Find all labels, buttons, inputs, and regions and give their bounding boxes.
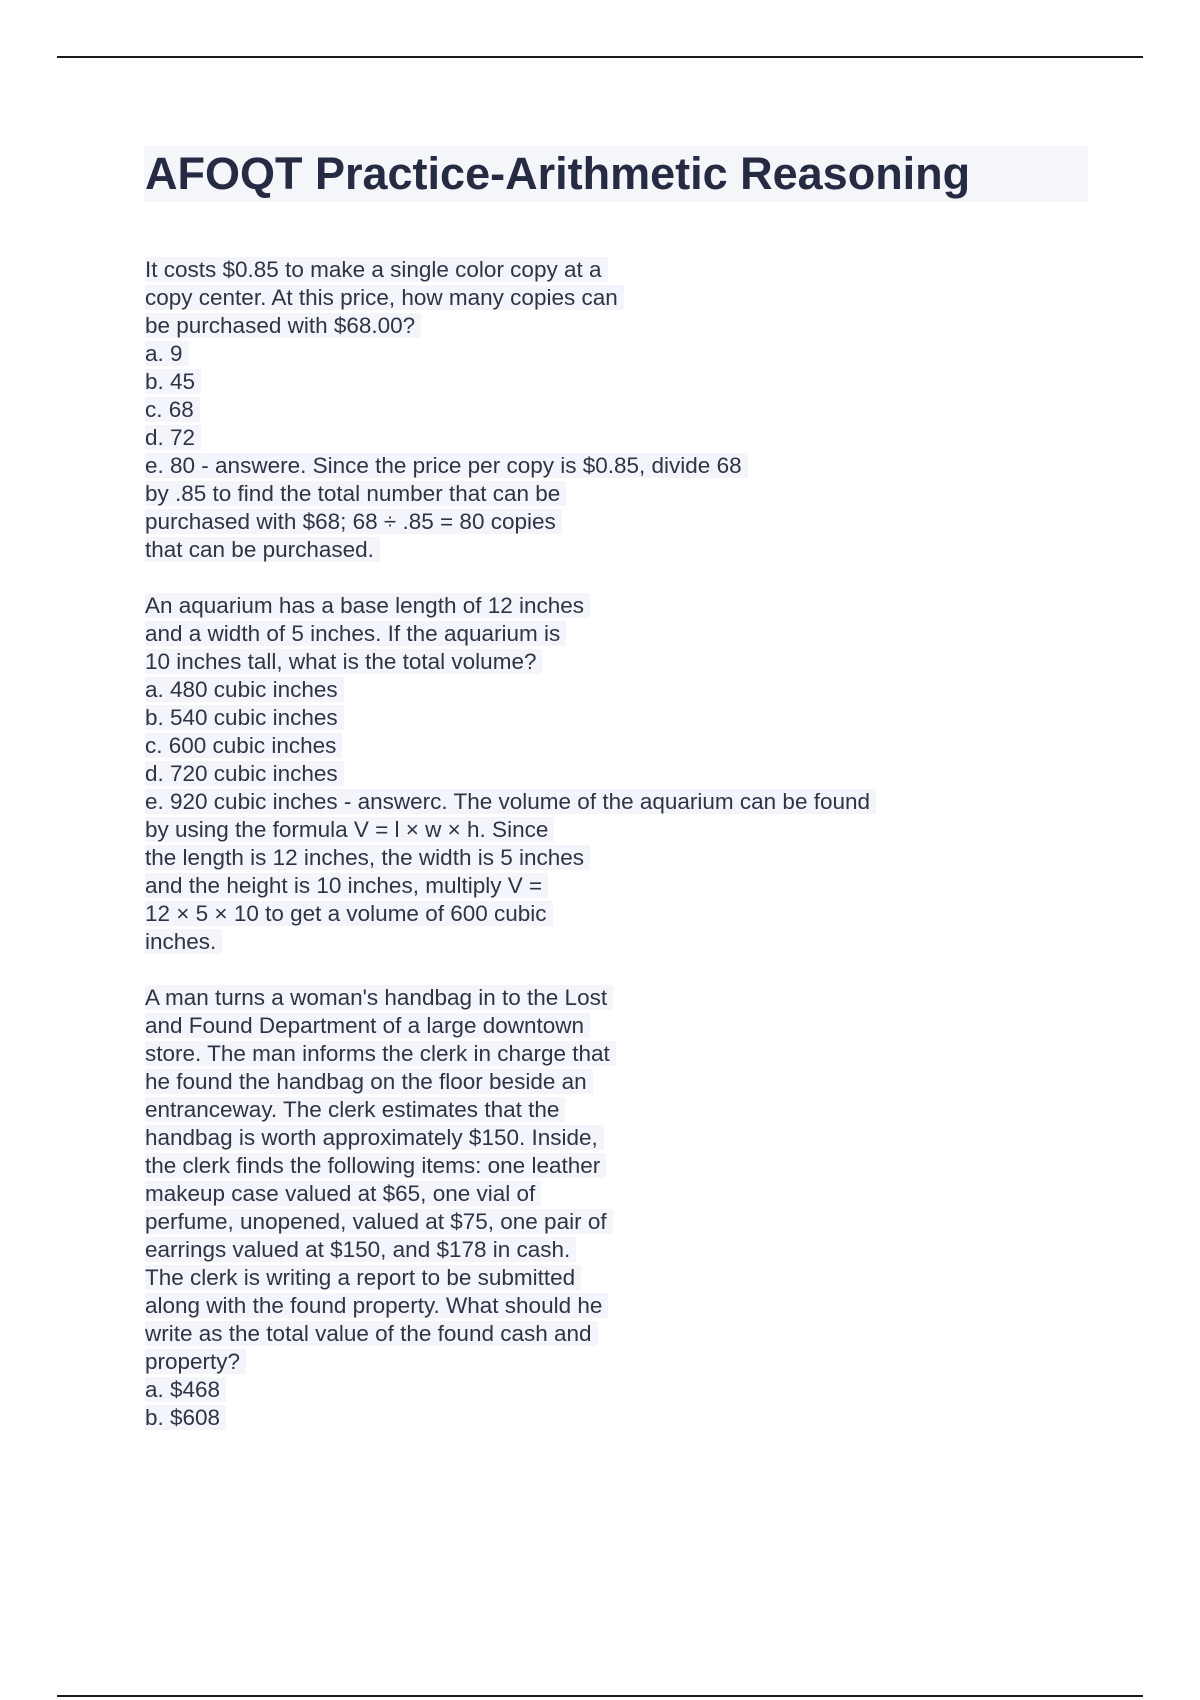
answer-explanation: 12 × 5 × 10 to get a volume of 600 cubic xyxy=(145,900,965,928)
answer-explanation: e. 80 - answere. Since the price per copy is $0.85, divide 68 xyxy=(145,452,965,480)
question-line: A man turns a woman's handbag in to the Lost xyxy=(145,984,965,1012)
answer-option: c. 68 xyxy=(145,396,965,424)
answer-option: c. 600 cubic inches xyxy=(145,732,965,760)
question-line: 10 inches tall, what is the total volume? xyxy=(145,648,965,676)
answer-explanation: e. 920 cubic inches - answerc. The volume of the aquarium can be found xyxy=(145,788,965,816)
answer-explanation: purchased with $68; 68 ÷ .85 = 80 copies xyxy=(145,508,965,536)
answer-option: b. 540 cubic inches xyxy=(145,704,965,732)
answer-option: d. 720 cubic inches xyxy=(145,760,965,788)
answer-explanation: that can be purchased. xyxy=(145,536,965,564)
answer-option: b. 45 xyxy=(145,368,965,396)
bottom-rule xyxy=(57,1695,1143,1697)
question-line: It costs $0.85 to make a single color copy at a xyxy=(145,256,965,284)
question-line: handbag is worth approximately $150. Inside, xyxy=(145,1124,965,1152)
question-line: perfume, unopened, valued at $75, one pair of xyxy=(145,1208,965,1236)
answer-option: d. 72 xyxy=(145,424,965,452)
answer-explanation: and the height is 10 inches, multiply V = xyxy=(145,872,965,900)
question-line: along with the found property. What should he xyxy=(145,1292,965,1320)
answer-option: a. 480 cubic inches xyxy=(145,676,965,704)
question-line: he found the handbag on the floor beside an xyxy=(145,1068,965,1096)
question-line: be purchased with $68.00? xyxy=(145,312,965,340)
question-2 xyxy=(145,592,965,956)
question-3 xyxy=(145,984,965,1432)
question-line: property? xyxy=(145,1348,965,1376)
answer-option: a. 9 xyxy=(145,340,965,368)
question-1 xyxy=(145,256,965,564)
question-line: write as the total value of the found cash and xyxy=(145,1320,965,1348)
question-line: and Found Department of a large downtown xyxy=(145,1012,965,1040)
answer-explanation: by using the formula V = l × w × h. Since xyxy=(145,816,965,844)
question-line: and a width of 5 inches. If the aquarium is xyxy=(145,620,965,648)
question-line: An aquarium has a base length of 12 inches xyxy=(145,592,965,620)
top-rule xyxy=(57,56,1143,58)
question-line: makeup case valued at $65, one vial of xyxy=(145,1180,965,1208)
question-line: The clerk is writing a report to be submitted xyxy=(145,1264,965,1292)
page-title: AFOQT Practice-Arithmetic Reasoning xyxy=(145,148,971,199)
answer-option: a. $468 xyxy=(145,1376,965,1404)
question-line: store. The man informs the clerk in charge that xyxy=(145,1040,965,1068)
answer-explanation: inches. xyxy=(145,928,965,956)
question-line: earrings valued at $150, and $178 in cash. xyxy=(145,1236,965,1264)
answer-option: b. $608 xyxy=(145,1404,965,1432)
question-line: copy center. At this price, how many copies can xyxy=(145,284,965,312)
answer-explanation: the length is 12 inches, the width is 5 inches xyxy=(145,844,965,872)
question-line: the clerk finds the following items: one leather xyxy=(145,1152,965,1180)
answer-explanation: by .85 to find the total number that can be xyxy=(145,480,965,508)
question-line: entranceway. The clerk estimates that the xyxy=(145,1096,965,1124)
document-body xyxy=(145,256,965,1460)
